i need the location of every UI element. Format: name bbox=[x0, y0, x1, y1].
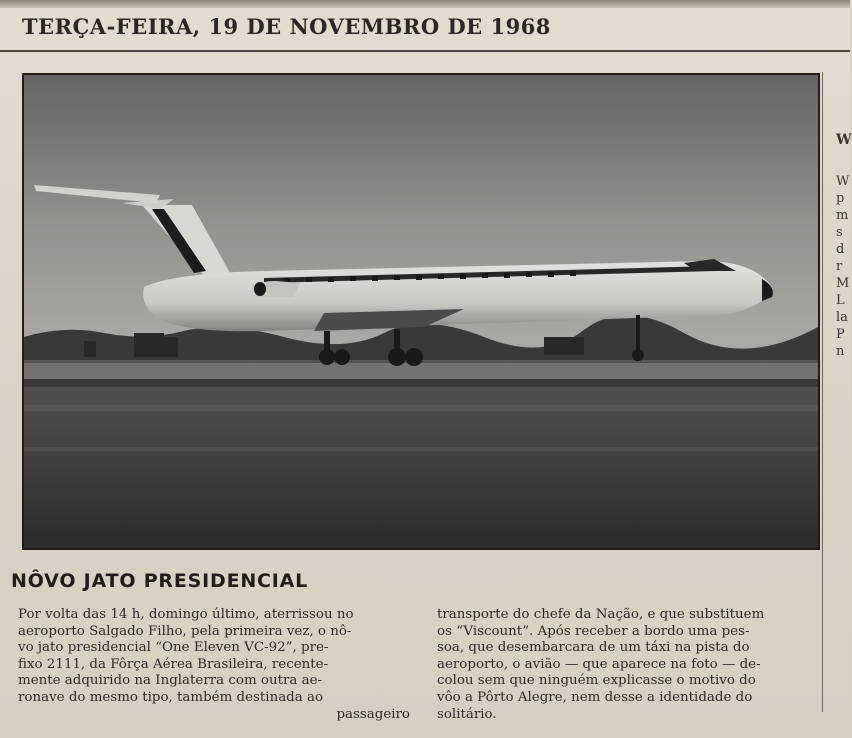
article-line: transporte do chefe da Nação, e que substituem bbox=[437, 607, 765, 622]
article-line: mente adquirido na Inglaterra com outra ae- bbox=[18, 673, 323, 689]
article-line: aeroporto, o avião — que aparece na foto — de- bbox=[437, 656, 761, 672]
article-line: passageiro bbox=[336, 706, 410, 722]
side-column-line: n bbox=[836, 344, 845, 359]
article-column-2 bbox=[437, 607, 829, 723]
article-line: soa, que desembarcara de um táxi na pista do bbox=[437, 640, 750, 656]
article-line: Por volta das 14 h, domingo último, aterrissou no bbox=[18, 607, 354, 622]
article-column-1 bbox=[18, 607, 410, 723]
adjacent-column-fragment bbox=[836, 132, 850, 732]
side-column-line: W bbox=[836, 174, 850, 189]
article-line: vôo a Pôrto Alegre, nem desse a identidade do bbox=[437, 689, 753, 705]
airplane-photo bbox=[22, 73, 820, 550]
header-rule bbox=[0, 50, 850, 52]
side-column-line: r bbox=[836, 259, 843, 274]
side-column-line: P bbox=[836, 327, 845, 342]
side-column-line: d bbox=[836, 242, 845, 257]
airplane-photo-image bbox=[24, 75, 818, 548]
dateline: TERÇA-FEIRA, 19 DE NOVEMBRO DE 1968 bbox=[22, 14, 551, 39]
side-column-line: p bbox=[836, 191, 845, 206]
side-column-line: M bbox=[836, 276, 850, 291]
article-line: solitário. bbox=[437, 706, 497, 722]
side-column-line: L bbox=[836, 293, 845, 308]
page-top-edge bbox=[0, 0, 850, 8]
article-line: vo jato presidencial “One Eleven VC-92”, pre- bbox=[18, 640, 329, 656]
side-column-line: la bbox=[836, 310, 848, 325]
side-column-line: s bbox=[836, 225, 843, 240]
article-line: ronave do mesmo tipo, também destinada ao bbox=[18, 689, 324, 705]
article-headline: NÔVO JATO PRESIDENCIAL bbox=[11, 570, 309, 592]
side-column-line: m bbox=[836, 208, 849, 223]
side-column-head: W bbox=[836, 132, 852, 148]
article-line: colou sem que ninguém explicasse o motivo do bbox=[437, 673, 756, 689]
article-line: aeroporto Salgado Filho, pela primeira vez, o nô- bbox=[18, 623, 352, 639]
article-line: os “Viscount”. Após receber a bordo uma pes- bbox=[437, 623, 750, 639]
article-line: fixo 2111, da Fôrça Aérea Brasileira, recente- bbox=[18, 656, 329, 672]
